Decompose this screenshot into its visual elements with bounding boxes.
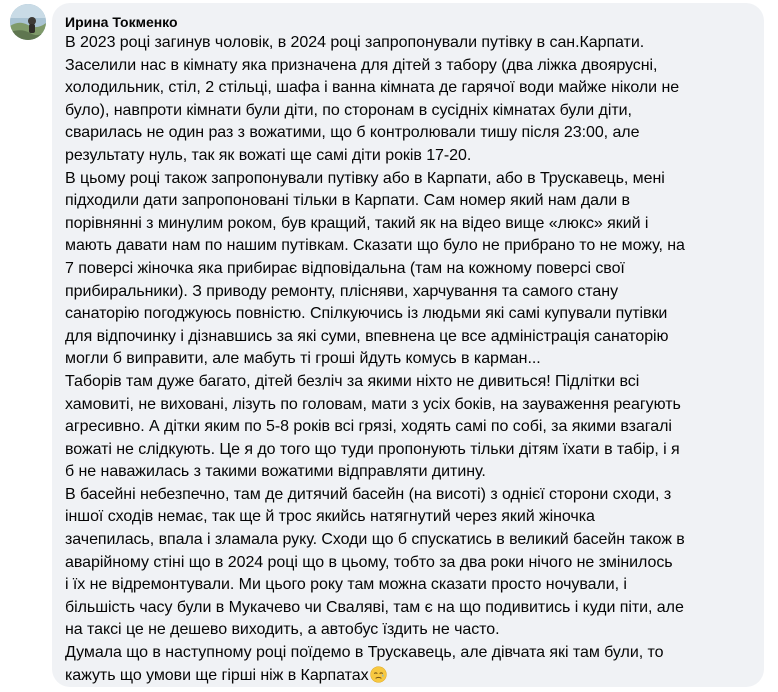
comment-paragraph: В 2023 році загинув чоловік, в 2024 році запропонували путівку в сан.Карпати. Заселили нас в кімнату яка призначена для дітей з табору (два ліжка двоярусні, холодильник, стіл, 2 стільці, шафа і ванна кімната де гарячої води майже ніколи не було), навпроти кімнати були діти, по сторонам в сусідніх кімнатах були діти, сварилась не один раз з вожатими, що б контролювали тишу після 23:00, але результату нуль, так як вожаті ще самі діти років 17-20.	[65, 34, 680, 164]
comment-author[interactable]: Ирина Токменко	[65, 14, 178, 30]
avatar[interactable]	[10, 4, 46, 40]
comment-paragraph-text: Думала що в наступному році поїдемо в Трускавець, але дівчата які там були, то кажуть що умови ще гірші ніж в Карпатах	[65, 644, 664, 684]
comment-paragraph: В басейні небезпечно, там де дитячий басейн (на висоті) з однієї сторони сходи, з іншої сходів немає, так ще й трос якийсь натягнутий через який жіночка зачепилась, впала і зламала руку. Сходи що б спускатись в великий басейн також в аварійному стіні що в 2024 році що в цьому, тобто за два роки нічого не змінилось і їх не відремонтували. Ми цього року там можна сказати просто ночували, і більшість часу були в Мукачево чи Сваляві, там є на що подивитись і куди піти, але на таксі це не дешево виходить, а автобус їздить не часто.	[65, 485, 685, 639]
comment-paragraph: В цьому році також запропонували путівку або в Карпати, або в Трускавець, мені підходили дати запропоновані тільки в Карпати. Сам номер який нам дали в порівнянні з минулим роком, був кращий, такий як на відео вище «люкс» який і мають давати нам по нашим путівкам. Сказати що було не прибрано то не можу, на 7 поверсі жіночка яка прибирає відповідальна (там на кожному поверсі свої прибиральники). З приводу ремонту, плісняви, харчування та самого стану санаторію погоджуюсь повністю. Спілкуючись із людьми які самі купували путівки для відпочинку і дізнавшись за які суми, впевнена це все адміністрація санаторію могли б виправити, але мабуть ті гроші йдуть комусь в карман...	[65, 169, 685, 368]
comment-paragraph: Таборів там дуже багато, дітей безліч за якими ніхто не дивиться! Підлітки всі хамовиті, не виховані, лізуть по головам, мати з усіх боків, на зауваження реагують агресивно. А дітки яким по 5-8 років всі грязі, ходять самі по собі, за якими взагалі вожаті не слідкують. Це я до того що туди пропонують тільки дітям їхати в табір, і я б не наважилась з такими вожатими відправляти дитину.	[65, 372, 681, 481]
comment-body	[65, 32, 746, 687]
avatar-photo-icon	[10, 4, 46, 40]
sad-face-emoji-icon	[370, 666, 387, 683]
comment-paragraph-last	[65, 642, 746, 687]
comment-bubble	[52, 3, 764, 687]
